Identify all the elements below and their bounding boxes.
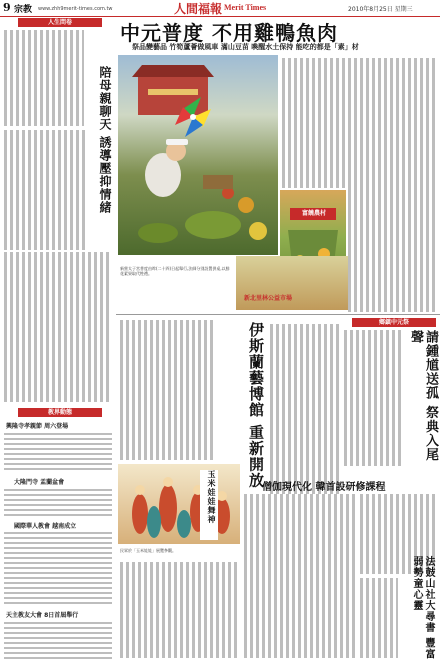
website-url: www.zhh9merit-times.com.tw [38, 6, 113, 12]
korea-headline: 僧伽現代化 韓首設研修課程 [262, 482, 386, 493]
article-text-block [4, 252, 112, 402]
dharma-drum-headline: 法鼓山社大尋書 豐富弱勢童心靈 [411, 556, 434, 660]
masthead-english: Merit Times [224, 3, 267, 12]
religious-news-label: 教界動態 [18, 408, 102, 417]
brief-text [4, 430, 112, 470]
article-text-block [4, 30, 84, 126]
article-text-block [360, 578, 398, 658]
article-text-block [344, 330, 404, 466]
left-article-title: 陪母親聊天 誘導壓抑情緒 [98, 66, 112, 215]
article-text-block [244, 494, 356, 658]
article-text-block [120, 320, 214, 460]
market-banner-text: 新北里林公益市場 [244, 295, 293, 302]
brief-headline: 天主教友大會 8日首屆舉行 [6, 612, 79, 619]
corn-doll-title: 玉米娃娃舞神 [200, 470, 218, 540]
section-name: 宗教 [14, 5, 33, 15]
brief-text [4, 486, 112, 516]
center-feature-title: 伊斯蘭藝博館 重新開放 [247, 322, 265, 489]
main-headline: 中元普度 不用雞鴨魚肉 [120, 21, 338, 45]
right-feature-title: 請鍾馗送孤 祭典入尾聲 [408, 330, 438, 462]
article-text-block [120, 562, 238, 658]
corn-doll-caption: 民眾於「玉米娃娃」展覽參觀。 [120, 548, 176, 553]
brief-text [4, 530, 112, 604]
issue-date: 2010年8月25日 星期三 [348, 6, 413, 13]
main-subhead: 祭品變藝品 竹筍蘆薈做風車 滿山豆苗 喚醒水土保持 能吃的都是「素」材 [132, 43, 359, 51]
brief-headline: 國際華人教會 越南成立 [14, 523, 77, 530]
divider [116, 314, 440, 315]
main-article-text [348, 58, 438, 312]
farm-banner-text: 富饒農村 [301, 210, 326, 217]
article-text-block [4, 130, 86, 250]
brief-headline: 興隆寺孝親節 周六登場 [6, 423, 69, 430]
page-number: 9 [3, 1, 11, 14]
corn-doll-photo [118, 464, 240, 544]
main-photo-caption: 新營太子宮普度由昨(二十四)日起舉行,法師分別設置供桌,以鮮花素果取代牲禮。 [120, 266, 230, 276]
main-article-text [282, 58, 346, 188]
main-photo [118, 55, 278, 255]
brief-headline: 大隆門寺 盂蘭盆會 [14, 479, 65, 486]
brief-text [4, 619, 112, 659]
township-festival-label: 鄉鎮中元祭 [352, 318, 436, 327]
masthead-logo: 人間福報 [174, 2, 223, 16]
life-questionnaire-label: 人生問卷 [18, 18, 102, 27]
